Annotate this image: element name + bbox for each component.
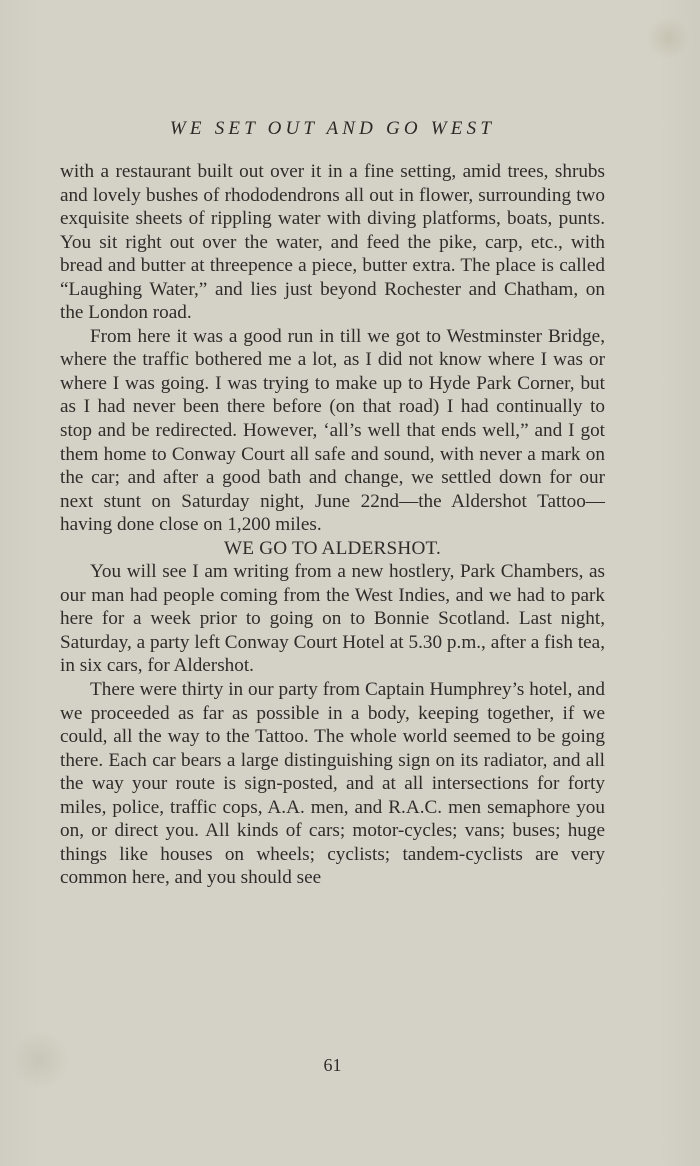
body-text [60,160,605,890]
paragraph-continuation: with a restaurant built out over it in a fine setting, amid trees, shrubs and lovely bushes of rhododendrons all out in flower, surrounding two exquisite sheets of rippling water with diving platforms, boats, punts. You sit right out over the water, and feed the pike, carp, etc., with bread and butter at threepence a piece, butter extra. The place is called “Laughing Water,” and lies just beyond Rochester and Chatham, on the London road. [60,161,605,324]
running-head: WE SET OUT AND GO WEST [169,118,496,139]
section-heading: WE GO TO ALDERSHOT. [224,537,441,559]
page-number: 61 [323,1055,342,1075]
paragraph: From here it was a good run in till we got to Westminster Bridge, where the traffic bothered me a lot, as I did not know where I was or where I was going. I was trying to make up to Hyde Park Corner, but as I had never been there before (on that road) I had continually to stop and be redirected. However, ‘all’s well that ends well,” and I got them home to Conway Court all safe and sound, with never a mark on the car; and after a good bath and change, we settled down for our next stunt on Saturday night, June 22nd—the Aldershot Tattoo—having done close on 1,200 miles. [60,325,605,536]
paragraph: You will see I am writing from a new hostlery, Park Chambers, as our man had people coming from the West Indies, and we had to park here for a week prior to going on to Bonnie Scotland. Last night, Saturday, a party left Conway Court Hotel at 5.30 p.m., after a fish tea, in six cars, for Aldershot. [60,561,605,677]
paragraph: There were thirty in our party from Captain Humphrey’s hotel, and we proceeded as far as possible in a body, keeping together, if we could, all the way to the Tattoo. The whole world seemed to be going there. Each car bears a large distinguishing sign on its radiator, and all the way your route is sign-posted, and at all intersections for forty miles, police, traffic cops, A.A. men, and R.A.C. men semaphore you on, or direct you. All kinds of cars; motor-cycles; vans; buses; huge things like houses on wheels; cyclists; tandem-cyclists are very common here, and you should see [60,679,605,889]
